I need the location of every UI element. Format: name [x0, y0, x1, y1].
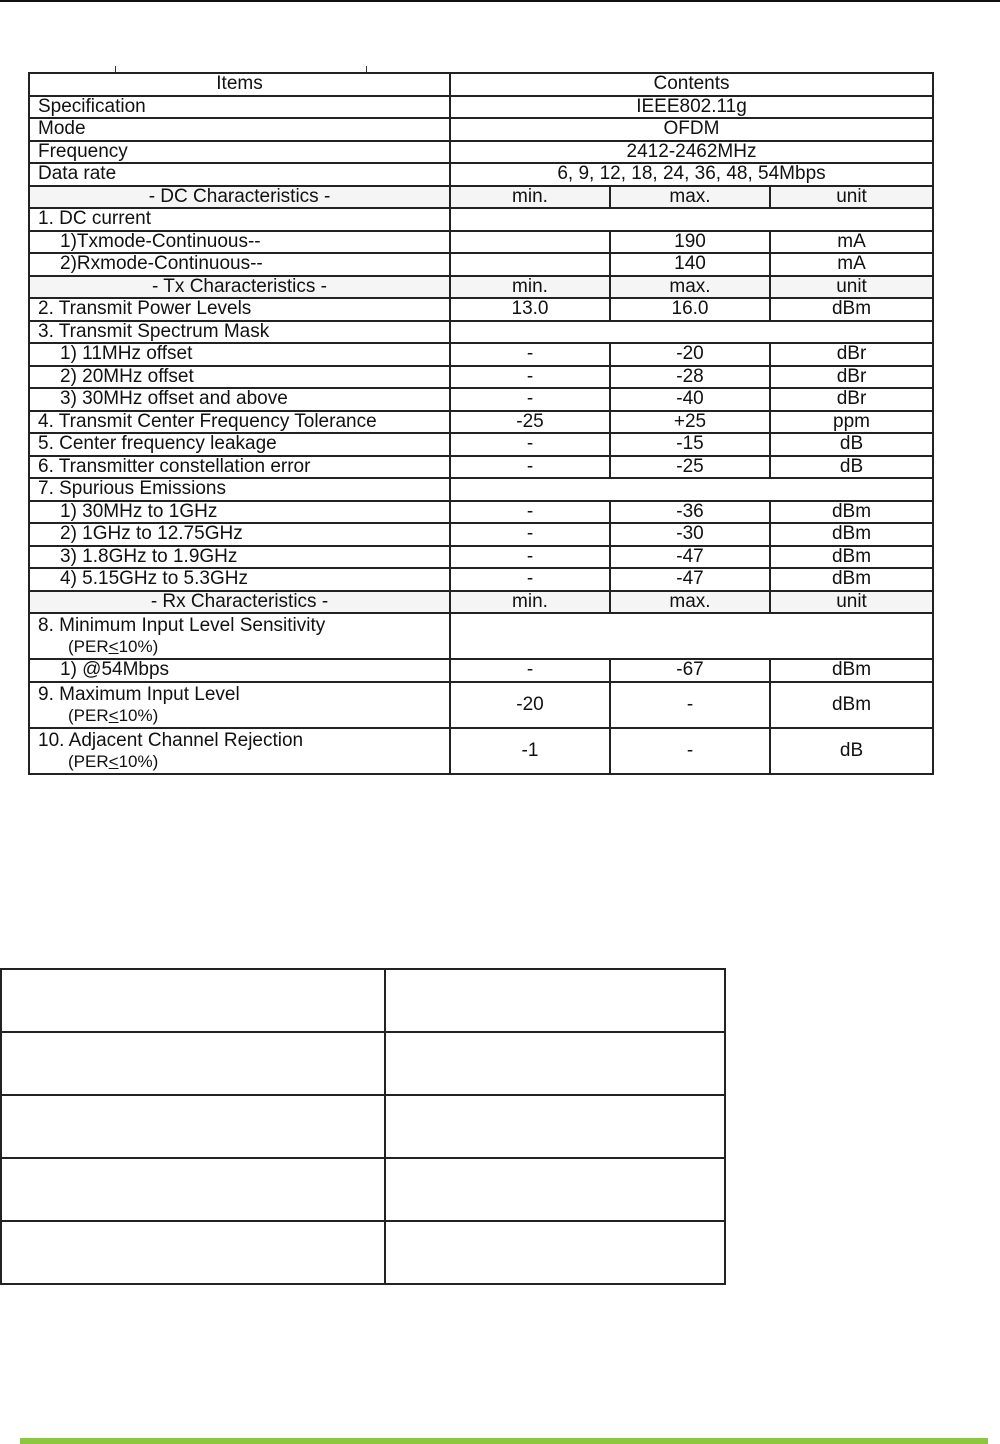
group-label	[29, 613, 450, 659]
per-prefix: (PER	[68, 705, 109, 725]
empty-cell	[385, 1095, 725, 1158]
table-row	[29, 682, 933, 728]
cell-max: +25	[610, 411, 770, 434]
table-row	[29, 456, 933, 479]
empty-cell	[450, 208, 933, 231]
cell-max: -36	[610, 501, 770, 524]
row-label: 2) 20MHz offset	[29, 366, 450, 389]
cell-min	[450, 253, 610, 276]
cell-unit: dBm	[770, 523, 933, 546]
per-operator: <	[108, 637, 119, 656]
group-row	[29, 613, 933, 659]
row-label: 6. Transmitter constellation error	[29, 456, 450, 479]
table-row	[1, 1032, 725, 1095]
per-note	[38, 751, 441, 772]
row-label	[29, 728, 450, 774]
per-prefix: (PER	[68, 637, 109, 656]
row-value: OFDM	[450, 118, 933, 141]
cell-unit: ppm	[770, 411, 933, 434]
empty-cell	[450, 613, 933, 659]
empty-cell	[1, 1032, 385, 1095]
table-row	[29, 366, 933, 389]
table-row	[29, 659, 933, 682]
row-label: 2) 1GHz to 12.75GHz	[29, 523, 450, 546]
row-label: 1)Txmode-Continuous--	[29, 231, 450, 254]
cell-min: -1	[450, 728, 610, 774]
header-items: Items	[29, 73, 450, 96]
col-min: min.	[450, 186, 610, 209]
cell-unit: mA	[770, 231, 933, 254]
col-unit: unit	[770, 276, 933, 299]
table-row	[29, 568, 933, 591]
per-operator: <	[108, 751, 119, 771]
row-label: 1) 11MHz offset	[29, 343, 450, 366]
per-operator: <	[108, 705, 119, 725]
per-note	[38, 705, 441, 726]
table-row	[29, 118, 933, 141]
cell-min: -	[450, 366, 610, 389]
table-row	[29, 96, 933, 119]
cell-unit: dB	[770, 728, 933, 774]
per-suffix: 10%)	[118, 751, 159, 771]
group-label: 1. DC current	[29, 208, 450, 231]
table-row	[29, 231, 933, 254]
cell-unit: dBr	[770, 388, 933, 411]
cell-unit: dBm	[770, 568, 933, 591]
cell-unit: dBr	[770, 343, 933, 366]
per-suffix: 10%)	[118, 705, 159, 725]
row-label: 4. Transmit Center Frequency Tolerance	[29, 411, 450, 434]
cell-min: -	[450, 433, 610, 456]
row-label: 5. Center frequency leakage	[29, 433, 450, 456]
group-row	[29, 321, 933, 344]
col-unit: unit	[770, 591, 933, 614]
cell-unit: dBm	[770, 546, 933, 569]
cell-min: -	[450, 546, 610, 569]
empty-cell	[450, 321, 933, 344]
label-text: 10. Adjacent Channel Rejection	[38, 729, 304, 751]
section-header-tx	[29, 276, 933, 299]
cell-max: 16.0	[610, 298, 770, 321]
cell-min: -	[450, 659, 610, 682]
cell-max: 190	[610, 231, 770, 254]
blank-table	[0, 968, 726, 1285]
cell-unit: dBm	[770, 501, 933, 524]
section-header-rx	[29, 591, 933, 614]
table-row	[29, 343, 933, 366]
section-title: - Tx Characteristics -	[29, 276, 450, 299]
empty-cell	[385, 1158, 725, 1221]
cell-unit: dB	[770, 433, 933, 456]
table-row	[29, 501, 933, 524]
table-row	[1, 969, 725, 1032]
per-prefix: (PER	[68, 751, 109, 771]
cell-unit: mA	[770, 253, 933, 276]
cell-max: 140	[610, 253, 770, 276]
row-label: 4) 5.15GHz to 5.3GHz	[29, 568, 450, 591]
per-suffix: 10%)	[118, 637, 159, 656]
row-value: 6, 9, 12, 18, 24, 36, 48, 54Mbps	[450, 163, 933, 186]
table-row	[1, 1095, 725, 1158]
table-row	[29, 298, 933, 321]
header-contents: Contents	[450, 73, 933, 96]
cell-min: -20	[450, 682, 610, 728]
empty-cell	[1, 969, 385, 1032]
cell-unit: dB	[770, 456, 933, 479]
section-title: - Rx Characteristics -	[29, 591, 450, 614]
cell-unit: dBm	[770, 682, 933, 728]
cell-min: 13.0	[450, 298, 610, 321]
row-label	[29, 682, 450, 728]
col-min: min.	[450, 276, 610, 299]
cell-unit: dBr	[770, 366, 933, 389]
cell-unit: dBm	[770, 298, 933, 321]
cell-unit: dBm	[770, 659, 933, 682]
table-row	[29, 433, 933, 456]
row-label: Data rate	[29, 163, 450, 186]
table-header-row	[29, 73, 933, 96]
row-label: 2)Rxmode-Continuous--	[29, 253, 450, 276]
cell-min: -	[450, 343, 610, 366]
label-text: 8. Minimum Input Level Sensitivity	[38, 615, 326, 636]
section-header-dc	[29, 186, 933, 209]
cell-min: -	[450, 523, 610, 546]
label-text: 9. Maximum Input Level	[38, 683, 240, 705]
cell-min: -	[450, 456, 610, 479]
group-label: 7. Spurious Emissions	[29, 478, 450, 501]
row-label: 1) 30MHz to 1GHz	[29, 501, 450, 524]
cell-min: -	[450, 501, 610, 524]
empty-cell	[385, 1221, 725, 1284]
group-row	[29, 208, 933, 231]
table-row	[1, 1221, 725, 1284]
table-row	[29, 141, 933, 164]
table-row	[29, 253, 933, 276]
cell-max: -40	[610, 388, 770, 411]
row-label: Specification	[29, 96, 450, 119]
group-label: 3. Transmit Spectrum Mask	[29, 321, 450, 344]
cell-max: -	[610, 728, 770, 774]
row-label: 3) 1.8GHz to 1.9GHz	[29, 546, 450, 569]
col-max: max.	[610, 276, 770, 299]
empty-cell	[450, 478, 933, 501]
table-row	[29, 728, 933, 774]
cell-max: -47	[610, 546, 770, 569]
per-note	[38, 636, 441, 657]
cell-max: -15	[610, 433, 770, 456]
top-rule	[0, 0, 1000, 2]
cell-max: -20	[610, 343, 770, 366]
empty-cell	[385, 969, 725, 1032]
row-value: IEEE802.11g	[450, 96, 933, 119]
empty-cell	[385, 1032, 725, 1095]
spec-table	[28, 72, 934, 775]
row-label: 3) 30MHz offset and above	[29, 388, 450, 411]
row-value: 2412-2462MHz	[450, 141, 933, 164]
row-label: Mode	[29, 118, 450, 141]
table-row	[29, 388, 933, 411]
cell-max: -47	[610, 568, 770, 591]
cell-max: -25	[610, 456, 770, 479]
table-row	[29, 546, 933, 569]
row-label: 2. Transmit Power Levels	[29, 298, 450, 321]
empty-cell	[1, 1221, 385, 1284]
col-max: max.	[610, 186, 770, 209]
empty-cell	[1, 1158, 385, 1221]
table-row	[1, 1158, 725, 1221]
cell-min	[450, 231, 610, 254]
cell-min: -	[450, 388, 610, 411]
col-min: min.	[450, 591, 610, 614]
cell-min: -25	[450, 411, 610, 434]
cell-min: -	[450, 568, 610, 591]
cell-max: -	[610, 682, 770, 728]
bottom-accent-rule	[20, 1438, 988, 1444]
cell-max: -30	[610, 523, 770, 546]
col-unit: unit	[770, 186, 933, 209]
table-row	[29, 163, 933, 186]
cell-max: -67	[610, 659, 770, 682]
table-row	[29, 411, 933, 434]
row-label: Frequency	[29, 141, 450, 164]
col-max: max.	[610, 591, 770, 614]
row-label: 1) @54Mbps	[29, 659, 450, 682]
section-title: - DC Characteristics -	[29, 186, 450, 209]
empty-cell	[1, 1095, 385, 1158]
cell-max: -28	[610, 366, 770, 389]
table-row	[29, 523, 933, 546]
group-row	[29, 478, 933, 501]
